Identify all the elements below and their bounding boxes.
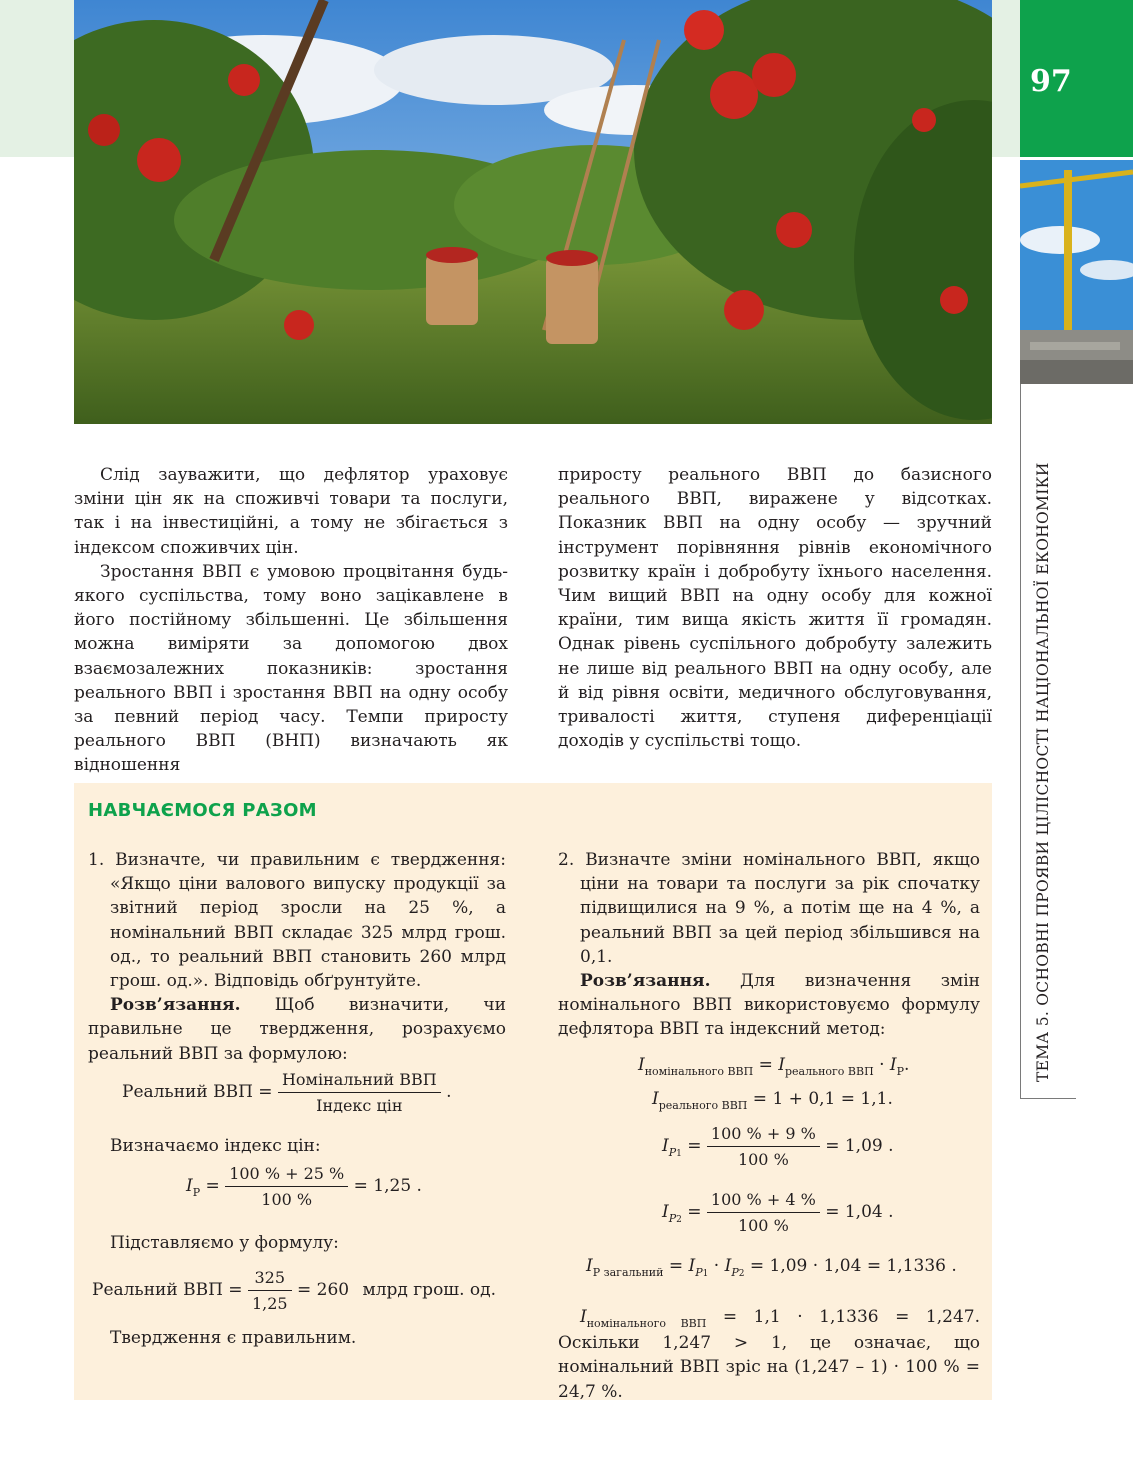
task-2-conclusion xyxy=(558,1305,980,1404)
equals: = xyxy=(200,1176,220,1196)
subscript-index: 1 xyxy=(676,1149,682,1159)
numerator: 100 % + 25 % xyxy=(225,1164,348,1187)
var-i: I xyxy=(186,1176,193,1196)
conclusion-body: = 1,1 · 1,1336 = 1,247. Оскільки 1,247 > 1, це означає, що номінальний ВВП зріс на (1,247 – 1) · 100 % = 24,7 %. xyxy=(558,1307,980,1402)
step-substitute: Підставляємо у формулу: xyxy=(110,1233,339,1253)
subscript xyxy=(669,1146,682,1159)
var-i: I xyxy=(638,1055,645,1075)
text-column-left xyxy=(74,463,508,778)
subscript-p: P xyxy=(668,1212,677,1225)
solution-label: Розв’язання. xyxy=(110,995,241,1016)
subscript: номінального ВВП xyxy=(586,1317,707,1330)
formula-lhs: Реальний ВВП = xyxy=(92,1280,243,1300)
paragraph: Зростання ВВП є умовою процвітання будь-якого суспільства, тому воно зацікавлене в його постійному збільшенні. Це збільшення можна виміряти за допомогою двох взаємозалежних показників: зростання реального ВВП і зростання ВВП на одну особу за певний період часу. Темпи приросту реального ВВП (ВНП) визначають як відношення xyxy=(74,561,508,776)
task-1-solution xyxy=(88,993,506,1066)
subscript-p: P xyxy=(668,1146,677,1159)
subscript-p: P xyxy=(695,1266,703,1279)
var-i: I xyxy=(688,1256,696,1276)
numerator: 100 % + 9 % xyxy=(707,1124,820,1147)
numerator: Номінальний ВВП xyxy=(278,1070,441,1093)
subscript-index: 1 xyxy=(702,1269,709,1279)
formula-real-index xyxy=(652,1089,893,1112)
subscript: P xyxy=(192,1186,201,1199)
paragraph: Слід зауважити, що дефлятор ураховує зміни цін як на споживчі товари та послуги, так і на інвестиційні, а тому не збігається з індексом споживчих цін. xyxy=(74,465,508,558)
var-i: I xyxy=(662,1202,669,1222)
task-1-question: 1. Визначте, чи правильним є твердження: «Якщо ціни валового випуску продукції за звітний період зросли на 25 %, а номінальний ВВП складає 325 млрд грош. од., то реальний ВВП становить 260 млрд грош. од.». Відповідь обґрунтуйте. xyxy=(88,850,506,992)
numerator: 100 % + 4 % xyxy=(707,1190,820,1213)
subscript: P загальний xyxy=(592,1266,664,1279)
denominator: 100 % xyxy=(261,1190,313,1209)
fraction xyxy=(278,1070,441,1115)
equals: = xyxy=(753,1055,779,1075)
var-i: I xyxy=(889,1055,897,1075)
formula-lhs: Реальний ВВП = xyxy=(122,1082,273,1102)
formula-result: = 1,25 . xyxy=(353,1176,422,1196)
box-title: НАВЧАЄМОСЯ РАЗОМ xyxy=(88,800,317,821)
formula-deflator xyxy=(638,1055,910,1078)
conclusion-text xyxy=(558,1305,980,1404)
formula-price-index-1: $I_{P1}$ = $\frac{100 \% + 9 \%}{100 \%}$ = 1,09 . xyxy=(662,1124,894,1169)
denominator: Індекс цін xyxy=(316,1096,403,1115)
formula-result: = 1 + 0,1 = 1,1. xyxy=(747,1089,893,1109)
denominator: 100 % xyxy=(737,1150,789,1169)
chapter-side-title: ТЕМА 5. ОСНОВНІ ПРОЯВИ ЦІЛІСНОСТІ НАЦІОНАЛЬНОЇ ЕКОНОМІКИ xyxy=(1034,462,1052,1082)
denominator: 100 % xyxy=(737,1216,789,1235)
fraction xyxy=(707,1190,820,1235)
subscript: реального ВВП xyxy=(658,1099,748,1112)
var-i: I xyxy=(662,1136,669,1156)
subscript xyxy=(669,1212,682,1225)
solution-text: Щоб визначити, чи правильне це твердження, розрахуємо реальний ВВП за формулою: xyxy=(88,995,506,1064)
formula-tail: . xyxy=(446,1082,452,1102)
var-i: I xyxy=(652,1089,659,1109)
formula-real-gdp-value xyxy=(92,1268,496,1313)
side-rule-foot xyxy=(1020,1098,1076,1099)
subscript: номінального ВВП xyxy=(644,1065,754,1078)
formula-result: = 1,09 · 1,04 = 1,1336 . xyxy=(744,1256,957,1276)
var-i: I xyxy=(586,1256,593,1276)
formula-price-index xyxy=(186,1164,422,1209)
fraction xyxy=(707,1124,820,1169)
task-2-question: 2. Визначте зміни номінального ВВП, якщо ціни на товари та послуги за рік спочатку підвищилися на 9 %, а потім ще на 4 %, а реальний ВВП за цей період збільшився на 0,1. xyxy=(558,850,980,967)
var-i: I xyxy=(724,1256,732,1276)
task-2-solution xyxy=(558,969,980,1042)
subscript: P xyxy=(896,1065,905,1078)
side-rule xyxy=(1020,384,1021,1099)
denominator: 1,25 xyxy=(251,1294,288,1313)
task-2 xyxy=(558,848,980,1042)
subscript-index: 2 xyxy=(738,1269,745,1279)
var-i: I xyxy=(778,1055,785,1075)
conclusion: Твердження є правильним. xyxy=(110,1328,357,1348)
equals: = xyxy=(663,1256,689,1276)
formula-price-index-2: $I_{P2}$ = $\frac{100 \% + 4 \%}{100 \%}$ = 1,04 . xyxy=(662,1190,894,1235)
formula-result: = 1,04 . xyxy=(825,1202,894,1222)
fraction xyxy=(225,1164,348,1209)
subscript: реального ВВП xyxy=(785,1065,874,1078)
solution-label: Розв’язання. xyxy=(580,971,711,992)
construction-crane-photo xyxy=(1020,160,1133,384)
solution-text: Для визначення змін номінального ВВП використовуємо формулу дефлятора ВВП та індексний метод: xyxy=(558,971,980,1040)
apple-orchard-photo xyxy=(74,0,992,424)
task-1 xyxy=(88,848,506,1066)
text-column-right xyxy=(558,463,992,753)
formula-result: = 1,09 . xyxy=(825,1136,894,1156)
fraction xyxy=(248,1268,292,1313)
formula-real-gdp xyxy=(122,1070,452,1115)
formula-tail: . xyxy=(904,1055,910,1075)
unit: млрд грош. од. xyxy=(362,1280,497,1300)
subscript-p: P xyxy=(731,1266,739,1279)
numerator: 325 xyxy=(248,1268,292,1291)
var-i: I xyxy=(580,1307,587,1327)
multiply: · xyxy=(873,1055,890,1075)
formula-total-price-index xyxy=(586,1256,957,1279)
multiply: · xyxy=(708,1256,725,1276)
page-number: 97 xyxy=(1030,64,1072,99)
paragraph: приросту реального ВВП до базисного реального ВВП, виражене у відсотках. Показник ВВП на одну особу — зручний інструмент порівняння рівнів економічного розвитку країн і добробуту їхнього населення. Чим вищий ВВП на одну особу для кожної країни, тим вища якість життя її громадян. Однак рівень суспільного добробуту залежить не лише від реального ВВП на одну особу, але й від рівня освіти, медичного обслуговування, тривалості життя, ступеня диференціації доходів у суспільстві тощо. xyxy=(558,465,992,752)
subscript-index: 2 xyxy=(676,1215,682,1225)
step-price-index: Визначаємо індекс цін: xyxy=(110,1136,321,1156)
formula-result: = 260 xyxy=(296,1280,350,1300)
